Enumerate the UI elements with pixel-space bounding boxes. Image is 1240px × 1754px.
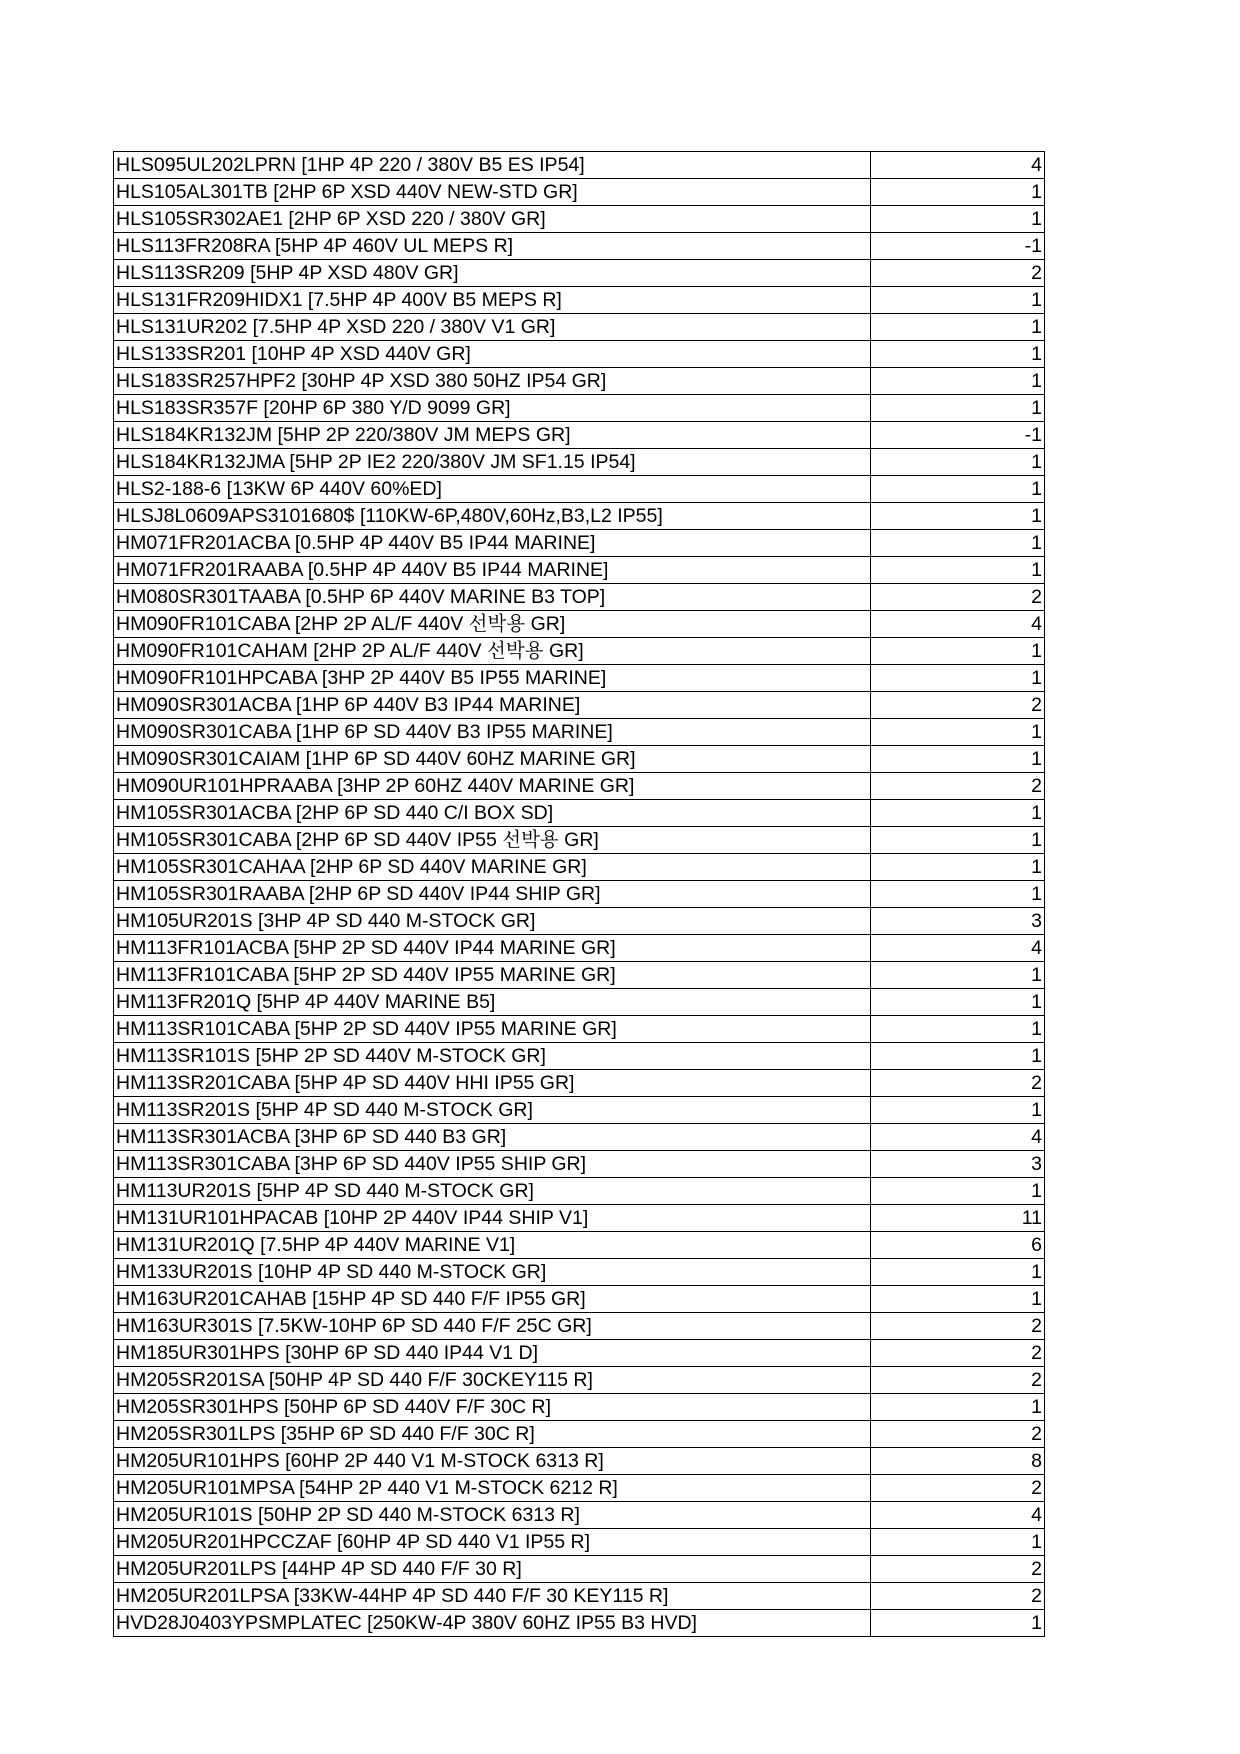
- table-row: [114, 1151, 1045, 1178]
- item-description-cell: HM105SR301CABA [2HP 6P SD 440V IP55 선박용 GR]: [114, 827, 871, 854]
- quantity-cell: 6: [871, 1232, 1045, 1259]
- quantity-cell: 1: [871, 557, 1045, 584]
- quantity-cell: 4: [871, 1124, 1045, 1151]
- table-row: [114, 422, 1045, 449]
- item-description-cell: HM105UR201S [3HP 4P SD 440 M-STOCK GR]: [114, 908, 871, 935]
- table-row: [114, 1367, 1045, 1394]
- table-row: [114, 692, 1045, 719]
- quantity-cell: 4: [871, 1502, 1045, 1529]
- table-row: [114, 746, 1045, 773]
- table-row: [114, 881, 1045, 908]
- table-row: [114, 611, 1045, 638]
- table-row: [114, 1448, 1045, 1475]
- table-row: [114, 1259, 1045, 1286]
- item-description-cell: HLS105AL301TB [2HP 6P XSD 440V NEW-STD GR]: [114, 179, 871, 206]
- item-description-cell: HLS113FR208RA [5HP 4P 460V UL MEPS R]: [114, 233, 871, 260]
- item-description-cell: HM113SR101S [5HP 2P SD 440V M-STOCK GR]: [114, 1043, 871, 1070]
- item-description-cell: HM090FR101HPCABA [3HP 2P 440V B5 IP55 MARINE]: [114, 665, 871, 692]
- item-description-cell: HM205SR301HPS [50HP 6P SD 440V F/F 30C R]: [114, 1394, 871, 1421]
- quantity-cell: 1: [871, 827, 1045, 854]
- inventory-table: [113, 151, 1045, 1637]
- table-row: [114, 1502, 1045, 1529]
- quantity-cell: 1: [871, 314, 1045, 341]
- item-description-cell: HM090UR101HPRAABA [3HP 2P 60HZ 440V MARINE GR]: [114, 773, 871, 800]
- item-description-cell: HM163UR301S [7.5KW-10HP 6P SD 440 F/F 25C GR]: [114, 1313, 871, 1340]
- item-description-cell: HLS133SR201 [10HP 4P XSD 440V GR]: [114, 341, 871, 368]
- quantity-cell: 2: [871, 260, 1045, 287]
- item-description-cell: HM113SR201CABA [5HP 4P SD 440V HHI IP55 GR]: [114, 1070, 871, 1097]
- quantity-cell: 4: [871, 611, 1045, 638]
- table-row: [114, 638, 1045, 665]
- quantity-cell: 1: [871, 989, 1045, 1016]
- table-row: [114, 206, 1045, 233]
- quantity-cell: 2: [871, 1556, 1045, 1583]
- quantity-cell: 1: [871, 1016, 1045, 1043]
- item-description-cell: HM071FR201ACBA [0.5HP 4P 440V B5 IP44 MARINE]: [114, 530, 871, 557]
- quantity-cell: -1: [871, 233, 1045, 260]
- table-row: [114, 827, 1045, 854]
- item-description-cell: HM090FR101CABA [2HP 2P AL/F 440V 선박용 GR]: [114, 611, 871, 638]
- table-row: [114, 1124, 1045, 1151]
- item-description-cell: HM090SR301ACBA [1HP 6P 440V B3 IP44 MARINE]: [114, 692, 871, 719]
- item-description-cell: HM113UR201S [5HP 4P SD 440 M-STOCK GR]: [114, 1178, 871, 1205]
- table-row: [114, 962, 1045, 989]
- quantity-cell: 1: [871, 395, 1045, 422]
- quantity-cell: 2: [871, 692, 1045, 719]
- item-description-cell: HM131UR201Q [7.5HP 4P 440V MARINE V1]: [114, 1232, 871, 1259]
- quantity-cell: 4: [871, 152, 1045, 179]
- table-row: [114, 179, 1045, 206]
- table-row: [114, 1070, 1045, 1097]
- item-description-cell: HM163UR201CAHAB [15HP 4P SD 440 F/F IP55 GR]: [114, 1286, 871, 1313]
- quantity-cell: 3: [871, 1151, 1045, 1178]
- quantity-cell: 2: [871, 1367, 1045, 1394]
- quantity-cell: 1: [871, 854, 1045, 881]
- item-description-cell: HM090SR301CABA [1HP 6P SD 440V B3 IP55 MARINE]: [114, 719, 871, 746]
- item-description-cell: HM090SR301CAIAM [1HP 6P SD 440V 60HZ MARINE GR]: [114, 746, 871, 773]
- quantity-cell: 1: [871, 962, 1045, 989]
- item-description-cell: HLS113SR209 [5HP 4P XSD 480V GR]: [114, 260, 871, 287]
- item-description-cell: HM205SR201SA [50HP 4P SD 440 F/F 30CKEY115 R]: [114, 1367, 871, 1394]
- table-row: [114, 1097, 1045, 1124]
- quantity-cell: 1: [871, 719, 1045, 746]
- table-row: [114, 341, 1045, 368]
- quantity-cell: 2: [871, 773, 1045, 800]
- table-row: [114, 584, 1045, 611]
- item-description-cell: HM113FR101CABA [5HP 2P SD 440V IP55 MARINE GR]: [114, 962, 871, 989]
- table-row: [114, 1394, 1045, 1421]
- item-description-cell: HLSJ8L0609APS3101680$ [110KW-6P,480V,60Hz,B3,L2 IP55]: [114, 503, 871, 530]
- quantity-cell: 1: [871, 206, 1045, 233]
- table-row: [114, 773, 1045, 800]
- table-row: [114, 1583, 1045, 1610]
- item-description-cell: HLS131UR202 [7.5HP 4P XSD 220 / 380V V1 GR]: [114, 314, 871, 341]
- item-description-cell: HLS095UL202LPRN [1HP 4P 220 / 380V B5 ES IP54]: [114, 152, 871, 179]
- table-row: [114, 800, 1045, 827]
- item-description-cell: HLS183SR257HPF2 [30HP 4P XSD 380 50HZ IP54 GR]: [114, 368, 871, 395]
- quantity-cell: 1: [871, 638, 1045, 665]
- quantity-cell: 1: [871, 1529, 1045, 1556]
- item-description-cell: HLS184KR132JMA [5HP 2P IE2 220/380V JM SF1.15 IP54]: [114, 449, 871, 476]
- quantity-cell: 1: [871, 1286, 1045, 1313]
- quantity-cell: 1: [871, 476, 1045, 503]
- quantity-cell: 2: [871, 1421, 1045, 1448]
- table-row: [114, 989, 1045, 1016]
- table-row: [114, 233, 1045, 260]
- item-description-cell: HLS184KR132JM [5HP 2P 220/380V JM MEPS GR]: [114, 422, 871, 449]
- table-row: [114, 1313, 1045, 1340]
- quantity-cell: 8: [871, 1448, 1045, 1475]
- quantity-cell: 1: [871, 1097, 1045, 1124]
- quantity-cell: 1: [871, 665, 1045, 692]
- item-description-cell: HLS131FR209HIDX1 [7.5HP 4P 400V B5 MEPS R]: [114, 287, 871, 314]
- table-row: [114, 1286, 1045, 1313]
- item-description-cell: HM205UR101S [50HP 2P SD 440 M-STOCK 6313 R]: [114, 1502, 871, 1529]
- item-description-cell: HM071FR201RAABA [0.5HP 4P 440V B5 IP44 MARINE]: [114, 557, 871, 584]
- table-row: [114, 287, 1045, 314]
- table-row: [114, 368, 1045, 395]
- quantity-cell: 2: [871, 1475, 1045, 1502]
- item-description-cell: HM133UR201S [10HP 4P SD 440 M-STOCK GR]: [114, 1259, 871, 1286]
- table-row: [114, 935, 1045, 962]
- item-description-cell: HM105SR301ACBA [2HP 6P SD 440 C/I BOX SD]: [114, 800, 871, 827]
- table-row: [114, 449, 1045, 476]
- item-description-cell: HM113FR101ACBA [5HP 2P SD 440V IP44 MARINE GR]: [114, 935, 871, 962]
- quantity-cell: 1: [871, 179, 1045, 206]
- quantity-cell: 1: [871, 800, 1045, 827]
- item-description-cell: HM090FR101CAHAM [2HP 2P AL/F 440V 선박용 GR]: [114, 638, 871, 665]
- item-description-cell: HLS183SR357F [20HP 6P 380 Y/D 9099 GR]: [114, 395, 871, 422]
- table-row: [114, 908, 1045, 935]
- table-row: [114, 665, 1045, 692]
- quantity-cell: 1: [871, 1043, 1045, 1070]
- quantity-cell: -1: [871, 422, 1045, 449]
- quantity-cell: 1: [871, 1610, 1045, 1637]
- table-row: [114, 503, 1045, 530]
- item-description-cell: HM105SR301CAHAA [2HP 6P SD 440V MARINE GR]: [114, 854, 871, 881]
- table-row: [114, 1043, 1045, 1070]
- item-description-cell: HM205UR201LPSA [33KW-44HP 4P SD 440 F/F 30 KEY115 R]: [114, 1583, 871, 1610]
- item-description-cell: HM105SR301RAABA [2HP 6P SD 440V IP44 SHIP GR]: [114, 881, 871, 908]
- item-description-cell: HM205UR201HPCCZAF [60HP 4P SD 440 V1 IP55 R]: [114, 1529, 871, 1556]
- quantity-cell: 1: [871, 1394, 1045, 1421]
- table-row: [114, 395, 1045, 422]
- quantity-cell: 1: [871, 341, 1045, 368]
- table-row: [114, 1610, 1045, 1637]
- quantity-cell: 3: [871, 908, 1045, 935]
- table-row: [114, 260, 1045, 287]
- item-description-cell: HLS2-188-6 [13KW 6P 440V 60%ED]: [114, 476, 871, 503]
- quantity-cell: 2: [871, 1583, 1045, 1610]
- quantity-cell: 1: [871, 287, 1045, 314]
- quantity-cell: 1: [871, 1259, 1045, 1286]
- table-row: [114, 854, 1045, 881]
- table-row: [114, 1232, 1045, 1259]
- quantity-cell: 1: [871, 368, 1045, 395]
- quantity-cell: 2: [871, 1313, 1045, 1340]
- table-row: [114, 314, 1045, 341]
- item-description-cell: HM113SR301ACBA [3HP 6P SD 440 B3 GR]: [114, 1124, 871, 1151]
- table-row: [114, 1016, 1045, 1043]
- quantity-cell: 2: [871, 1340, 1045, 1367]
- table-row: [114, 1340, 1045, 1367]
- table-row: [114, 719, 1045, 746]
- item-description-cell: HM185UR301HPS [30HP 6P SD 440 IP44 V1 D]: [114, 1340, 871, 1367]
- item-description-cell: HM205UR101HPS [60HP 2P 440 V1 M-STOCK 6313 R]: [114, 1448, 871, 1475]
- quantity-cell: 1: [871, 1178, 1045, 1205]
- table-row: [114, 1205, 1045, 1232]
- table-row: [114, 530, 1045, 557]
- quantity-cell: 1: [871, 746, 1045, 773]
- inventory-table-body: [114, 152, 1045, 1637]
- table-row: [114, 1475, 1045, 1502]
- item-description-cell: HM080SR301TAABA [0.5HP 6P 440V MARINE B3 TOP]: [114, 584, 871, 611]
- item-description-cell: HM205SR301LPS [35HP 6P SD 440 F/F 30C R]: [114, 1421, 871, 1448]
- table-row: [114, 1421, 1045, 1448]
- quantity-cell: 1: [871, 530, 1045, 557]
- item-description-cell: HM131UR101HPACAB [10HP 2P 440V IP44 SHIP V1]: [114, 1205, 871, 1232]
- item-description-cell: HLS105SR302AE1 [2HP 6P XSD 220 / 380V GR]: [114, 206, 871, 233]
- item-description-cell: HM113SR301CABA [3HP 6P SD 440V IP55 SHIP GR]: [114, 1151, 871, 1178]
- item-description-cell: HM205UR201LPS [44HP 4P SD 440 F/F 30 R]: [114, 1556, 871, 1583]
- quantity-cell: 11: [871, 1205, 1045, 1232]
- table-row: [114, 1556, 1045, 1583]
- quantity-cell: 1: [871, 449, 1045, 476]
- table-row: [114, 1529, 1045, 1556]
- item-description-cell: HM205UR101MPSA [54HP 2P 440 V1 M-STOCK 6212 R]: [114, 1475, 871, 1502]
- quantity-cell: 1: [871, 503, 1045, 530]
- table-row: [114, 476, 1045, 503]
- table-row: [114, 152, 1045, 179]
- table-row: [114, 1178, 1045, 1205]
- quantity-cell: 2: [871, 1070, 1045, 1097]
- quantity-cell: 4: [871, 935, 1045, 962]
- item-description-cell: HM113FR201Q [5HP 4P 440V MARINE B5]: [114, 989, 871, 1016]
- quantity-cell: 1: [871, 881, 1045, 908]
- item-description-cell: HM113SR201S [5HP 4P SD 440 M-STOCK GR]: [114, 1097, 871, 1124]
- quantity-cell: 2: [871, 584, 1045, 611]
- table-row: [114, 557, 1045, 584]
- item-description-cell: HM113SR101CABA [5HP 2P SD 440V IP55 MARINE GR]: [114, 1016, 871, 1043]
- item-description-cell: HVD28J0403YPSMPLATEC [250KW-4P 380V 60HZ IP55 B3 HVD]: [114, 1610, 871, 1637]
